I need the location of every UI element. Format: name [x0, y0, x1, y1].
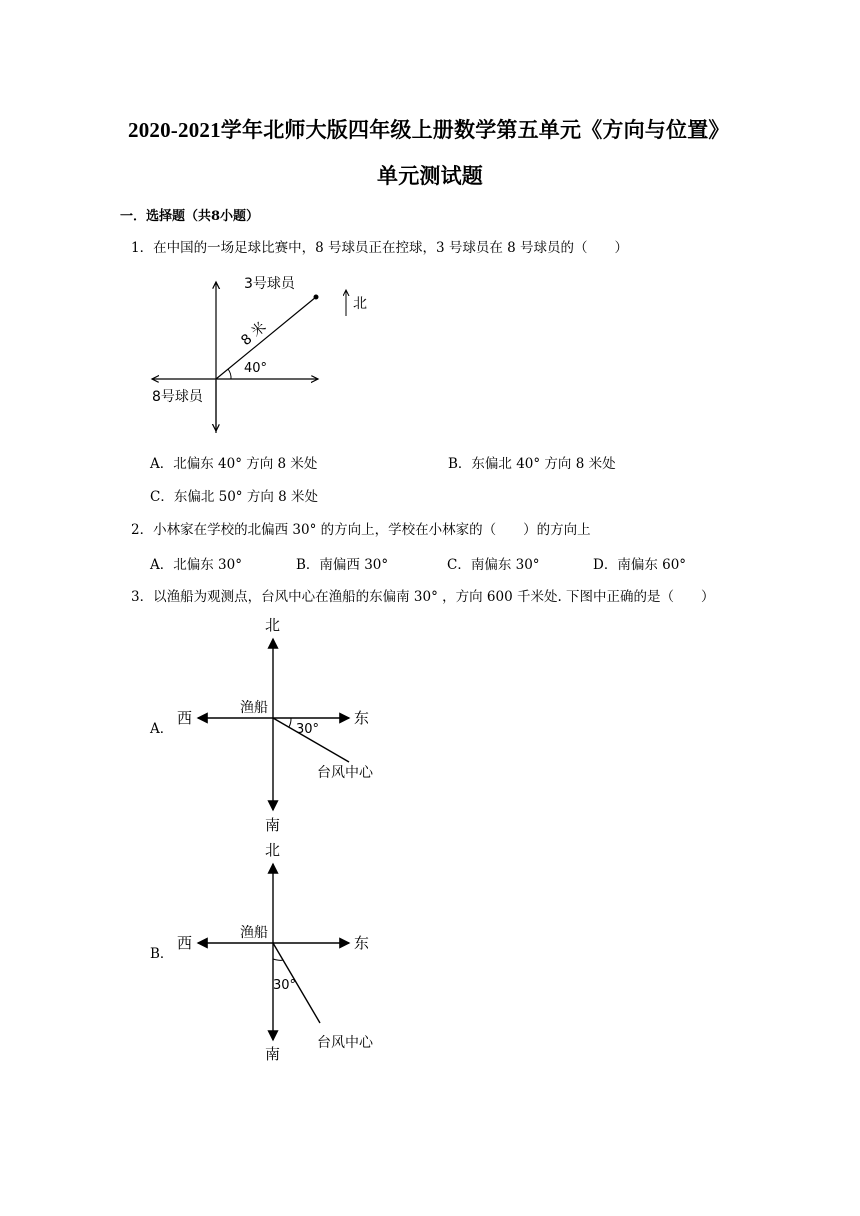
option-2c[interactable]: C．南偏东 30° [447, 557, 540, 573]
player-8-label: 8号球员 [152, 389, 203, 405]
option-3b-label[interactable]: B． [150, 946, 174, 962]
page-subtitle: 单元测试题 [377, 164, 483, 188]
question-1 [131, 236, 628, 256]
boat-label: 渔船 [240, 925, 268, 941]
player-3-label: 3号球员 [244, 276, 295, 292]
south-label: 南 [265, 1045, 281, 1063]
question-2 [131, 518, 591, 538]
question-1-figure [148, 268, 378, 438]
angle-arc [228, 369, 231, 379]
typhoon-label: 台风中心 [317, 765, 373, 781]
option-2d[interactable]: D．南偏东 60° [593, 557, 687, 573]
west-label: 西 [177, 709, 193, 727]
north-label: 北 [265, 841, 281, 859]
option-3b-figure[interactable] [172, 837, 422, 1067]
angle-label: 30° [273, 978, 297, 993]
option-1c[interactable]: C．东偏北 50° 方向 8 米处 [150, 489, 319, 505]
south-label: 南 [265, 816, 281, 834]
option-3a-label[interactable]: A． [150, 721, 174, 737]
boat-label: 渔船 [240, 700, 268, 716]
option-1a[interactable]: A．北偏东 40° 方向 8 米处 [150, 456, 318, 472]
question-text: 小林家在学校的北偏西 30° 的方向上，学校在小林家的（ ）的方向上 [153, 522, 591, 538]
angle-arc [273, 959, 283, 960]
question-number: 3． [131, 589, 154, 605]
question-text: 在中国的一场足球比赛中，8 号球员正在控球，3 号球员在 8 号球员的（ ） [153, 240, 629, 256]
option-2b[interactable]: B．南偏西 30° [296, 557, 389, 573]
section-heading: 一．选择题（共8小题） [120, 209, 260, 224]
north-indicator-label: 北 [353, 296, 367, 312]
north-label: 北 [265, 616, 281, 634]
west-label: 西 [177, 934, 193, 952]
player-3-dot [314, 295, 319, 300]
east-label: 东 [354, 934, 370, 952]
option-3a-figure[interactable] [172, 612, 422, 837]
typhoon-label: 台风中心 [317, 1035, 373, 1051]
option-2a[interactable]: A．北偏东 30° [150, 557, 242, 573]
page-title: 2020-2021学年北师大版四年级上册数学第五单元《方向与位置》 [128, 118, 730, 142]
east-label: 东 [354, 709, 370, 727]
distance-label: 8 米 [238, 319, 270, 350]
question-3 [131, 585, 715, 605]
question-number: 2． [131, 522, 154, 538]
angle-arc [289, 718, 291, 727]
angle-label: 30° [296, 722, 320, 737]
question-number: 1． [131, 240, 154, 256]
option-1b[interactable]: B．东偏北 40° 方向 8 米处 [448, 456, 616, 472]
angle-label: 40° [244, 361, 268, 376]
question-text: 以渔船为观测点，台风中心在渔船的东偏南 30° ，方向 600 千米处. 下图中正确的是（ ） [153, 589, 715, 605]
